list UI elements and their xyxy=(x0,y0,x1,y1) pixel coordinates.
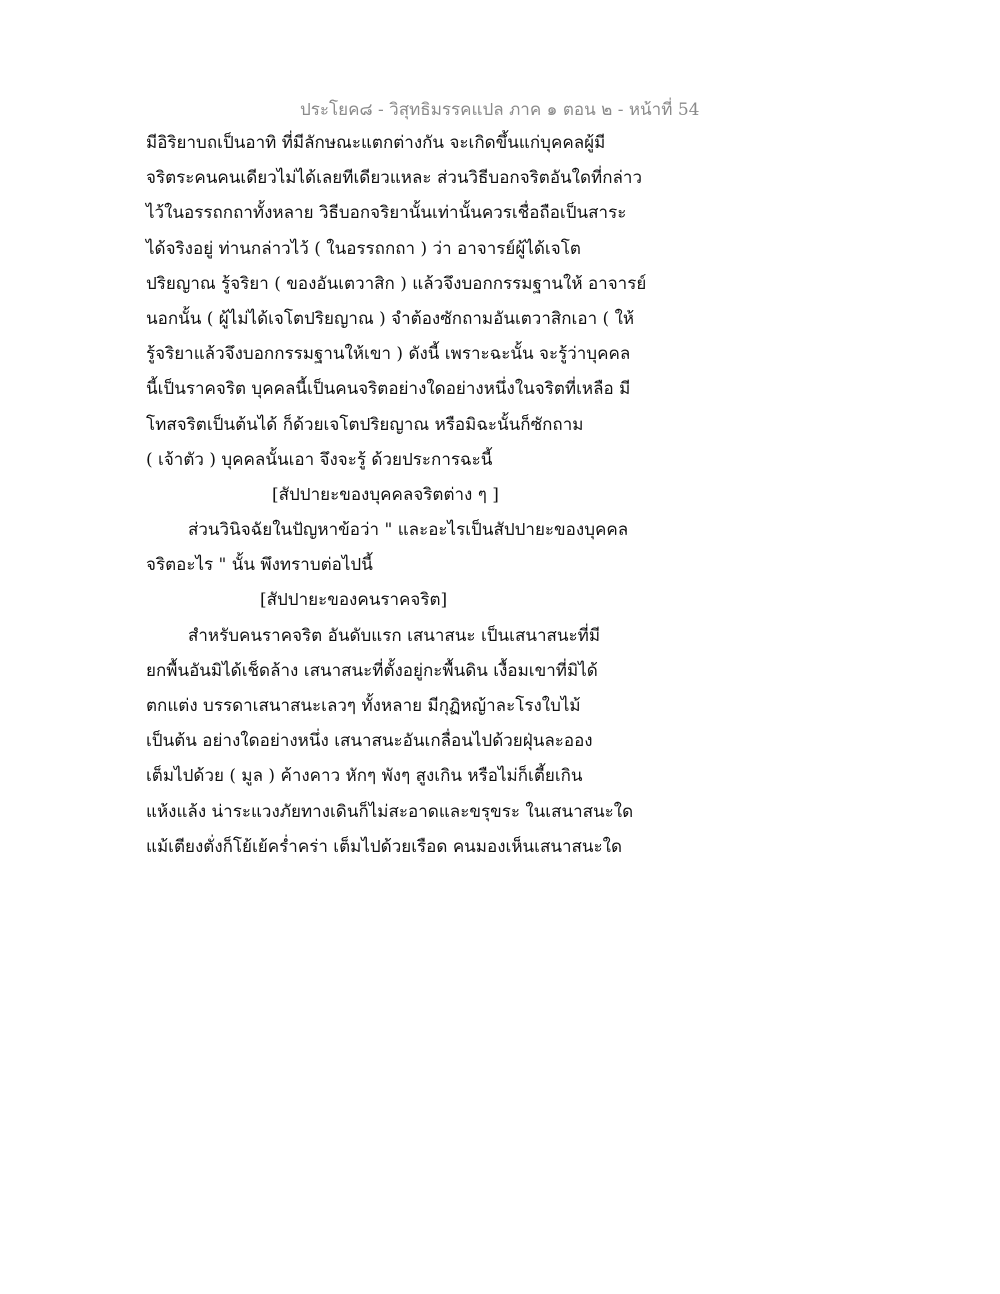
text-line: ไว้ในอรรถกถาทั้งหลาย วิธีบอกจริยานั้นเท่านั้นควรเชื่อถือเป็นสาระ xyxy=(146,203,627,224)
text-line: จริตระคนคนเดียวไม่ได้เลยทีเดียวแหละ ส่วนวิธีบอกจริตอันใดที่กล่าว xyxy=(146,168,643,189)
text-line: เต็มไปด้วย ( มูล ) ค้างคาว หักๆ พังๆ สูงเกิน หรือไม่ก็เตี้ยเกิน xyxy=(146,766,583,787)
text-line: รู้จริยาแล้วจึงบอกกรรมฐานให้เขา ) ดังนี้ เพราะฉะนั้น จะรู้ว่าบุคคล xyxy=(146,344,631,365)
text-line: แม้เตียงตั่งก็โย้เย้คร่ำคร่า เต็มไปด้วยเรือด คนมองเห็นเสนาสนะใด xyxy=(146,836,622,857)
body-text xyxy=(146,126,666,865)
text-line: เป็นต้น อย่างใดอย่างหนึ่ง เสนาสนะอันเกลื่อนไปด้วยฝุ่นละออง xyxy=(146,731,593,752)
section-heading: [สัปปายะของบุคคลจริตต่าง ๆ ] xyxy=(272,484,499,505)
text-line: นี้เป็นราคจริต บุคคลนี้เป็นคนจริตอย่างใดอย่างหนึ่งในจริตที่เหลือ มี xyxy=(146,379,631,400)
text-line: มีอิริยาบถเป็นอาทิ ที่มีลักษณะแตกต่างกัน จะเกิดขึ้นแก่บุคคลผู้มี xyxy=(146,133,606,153)
text-line: ตกแต่ง บรรดาเสนาสนะเลวๆ ทั้งหลาย มีกุฏิหญ้าละโรงใบไม้ xyxy=(146,696,581,716)
text-line: โทสจริตเป็นต้นได้ ก็ด้วยเจโตปริยญาณ หรือมิฉะนั้นก็ซักถาม xyxy=(146,414,584,435)
section-heading: [สัปปายะของคนราคจริต] xyxy=(260,590,448,611)
text-line: นอกนั้น ( ผู้ไม่ได้เจโตปริยญาณ ) จำต้องซักถามอันเตวาสิกเอา ( ให้ xyxy=(146,308,635,329)
running-header: ประโยค๘ - วิสุทธิมรรคแปล ภาค ๑ ตอน ๒ - หน้าที่ 54 xyxy=(300,100,700,120)
text-line: ได้จริงอยู่ ท่านกล่าวไว้ ( ในอรรถกถา ) ว่า อาจารย์ผู้ได้เจโต xyxy=(146,238,581,259)
paragraph-first-line: สำหรับคนราคจริต อันดับแรก เสนาสนะ เป็นเสนาสนะที่มี xyxy=(188,625,601,646)
text-line: ยกพื้นอันมิได้เช็ดล้าง เสนาสนะที่ตั้งอยู่กะพื้นดิน เงื้อมเขาที่มิได้ xyxy=(146,660,598,681)
paragraph-first-line: ส่วนวินิจฉัยในปัญหาข้อว่า " และอะไรเป็นสัปปายะของบุคคล xyxy=(188,520,629,541)
text-line: ( เจ้าตัว ) บุคคลนั้นเอา จึงจะรู้ ด้วยประการฉะนี้ xyxy=(146,449,493,470)
text-line: จริตอะไร " นั้น พึงทราบต่อไปนี้ xyxy=(146,555,373,576)
text-line: ปริยญาณ รู้จริยา ( ของอันเตวาสิก ) แล้วจึงบอกกรรมฐานให้ อาจารย์ xyxy=(146,273,647,294)
text-line: แห้งแล้ง น่าระแวงภัยทางเดินก็ไม่สะอาดและขรุขระ ในเสนาสนะใด xyxy=(146,801,634,822)
